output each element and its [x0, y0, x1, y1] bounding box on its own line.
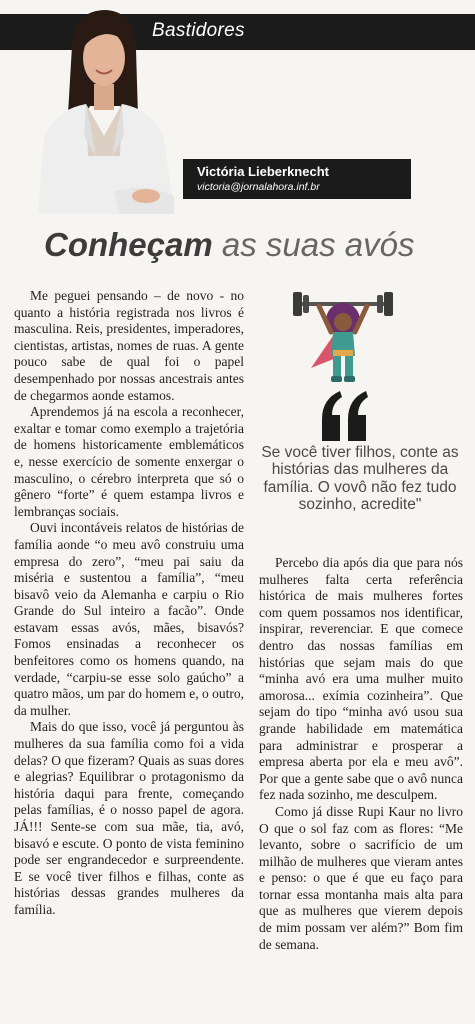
- paragraph: Percebo dia após dia que para nós mulheres falta certa referência histórica de mais mulheres fortes com quem possamos nos identificar, inspirar, reverenciar. E que comece dentro das nossas famílias em histórias que sejam mais do que “minha avó era uma mulher muito amorosa... exímia cozinheira”. Que sejam do tipo “minha avó usou sua grande habilidade em matemática para administrar e prosperar a empresa aberta por ela e meu avô”. Por que a gente sabe que o avô nunca fez nada sozinho, me desculpem.: [259, 555, 463, 803]
- superhero-woman-icon: [287, 286, 399, 398]
- article-column-1: [14, 288, 244, 919]
- paragraph: Me peguei pensando – de novo - no quanto a história registrada nos livros é masculina. Reis, presidentes, imperadores, cientistas, artistas, nomes de ruas. A gente pouco sabe de qual foi o papel desempenhado por nossas ancestrais antes de chegarmos aonde estamos.: [14, 288, 244, 403]
- paragraph: Mais do que isso, você já perguntou às mulheres da sua família como foi a vida delas? O que fizeram? Quais as suas dores e alegrias? Equilibrar o protagonismo da história daqui para frente, começando pelas famílias, é o nosso papel de agora. JÁ!!! Sente-se com sua mãe, tia, avó, bisavó e escute. O ponto de vista feminino pode ser engrandecedor e surpreendente. E se você tiver filhos e filhas, conte as histórias dessas grandes mulheres da família.: [14, 719, 244, 917]
- author-email[interactable]: victoria@jornalahora.inf.br: [197, 181, 320, 193]
- headline-bold: Conheçam: [44, 226, 213, 263]
- paragraph: Como já disse Rupi Kaur no livro O que o sol faz com as flores: “Me levanto, sobre o sacrifício de um milhão de mulheres que vieram antes e penso: o que é que eu faço para tornar essa montanha mais alta para que as mulheres que vierem depois de mim possam ver além?” Bom fim de semana.: [259, 803, 463, 952]
- headline-light: as suas avós: [221, 226, 415, 263]
- author-name: Victória Lieberknecht: [197, 164, 329, 179]
- article-column-2: [259, 555, 463, 953]
- author-bar: [183, 159, 411, 199]
- author-photo: [24, 6, 184, 214]
- headline: [44, 226, 464, 264]
- paragraph: Ouvi incontáveis relatos de histórias de família aonde “o meu avô construiu uma empresa do zero”, “meu pai saiu da miséria e sustentou a família”, “meu bisavô veio da Alemanha e carpiu o Rio Grande do Sul inteiro a facão”. Onde estavam essas avós, mães, bisavós? Fomos ensinadas a reconhecer os benfeitores como os homens quando, na verdade, “carpiu-se esse solo gaúcho” a quatro mãos, um par do homem e, o outro, da mulher.: [14, 520, 244, 718]
- quote-open-icon: [318, 385, 370, 443]
- section-title: Bastidores: [152, 20, 245, 41]
- pull-quote: Se você tiver filhos, conte as histórias das mulheres da família. O vovô não fez tudo sozinho, acredite": [261, 444, 459, 514]
- paragraph: Aprendemos já na escola a reconhecer, exaltar e tomar como exemplo a trajetória de homens historicamente emblemáticos e, nesse exercício de somente enxergar o masculino, o cérebro interpreta que só o gênero “forte” é quem estampa livros e lembranças sociais.: [14, 404, 244, 519]
